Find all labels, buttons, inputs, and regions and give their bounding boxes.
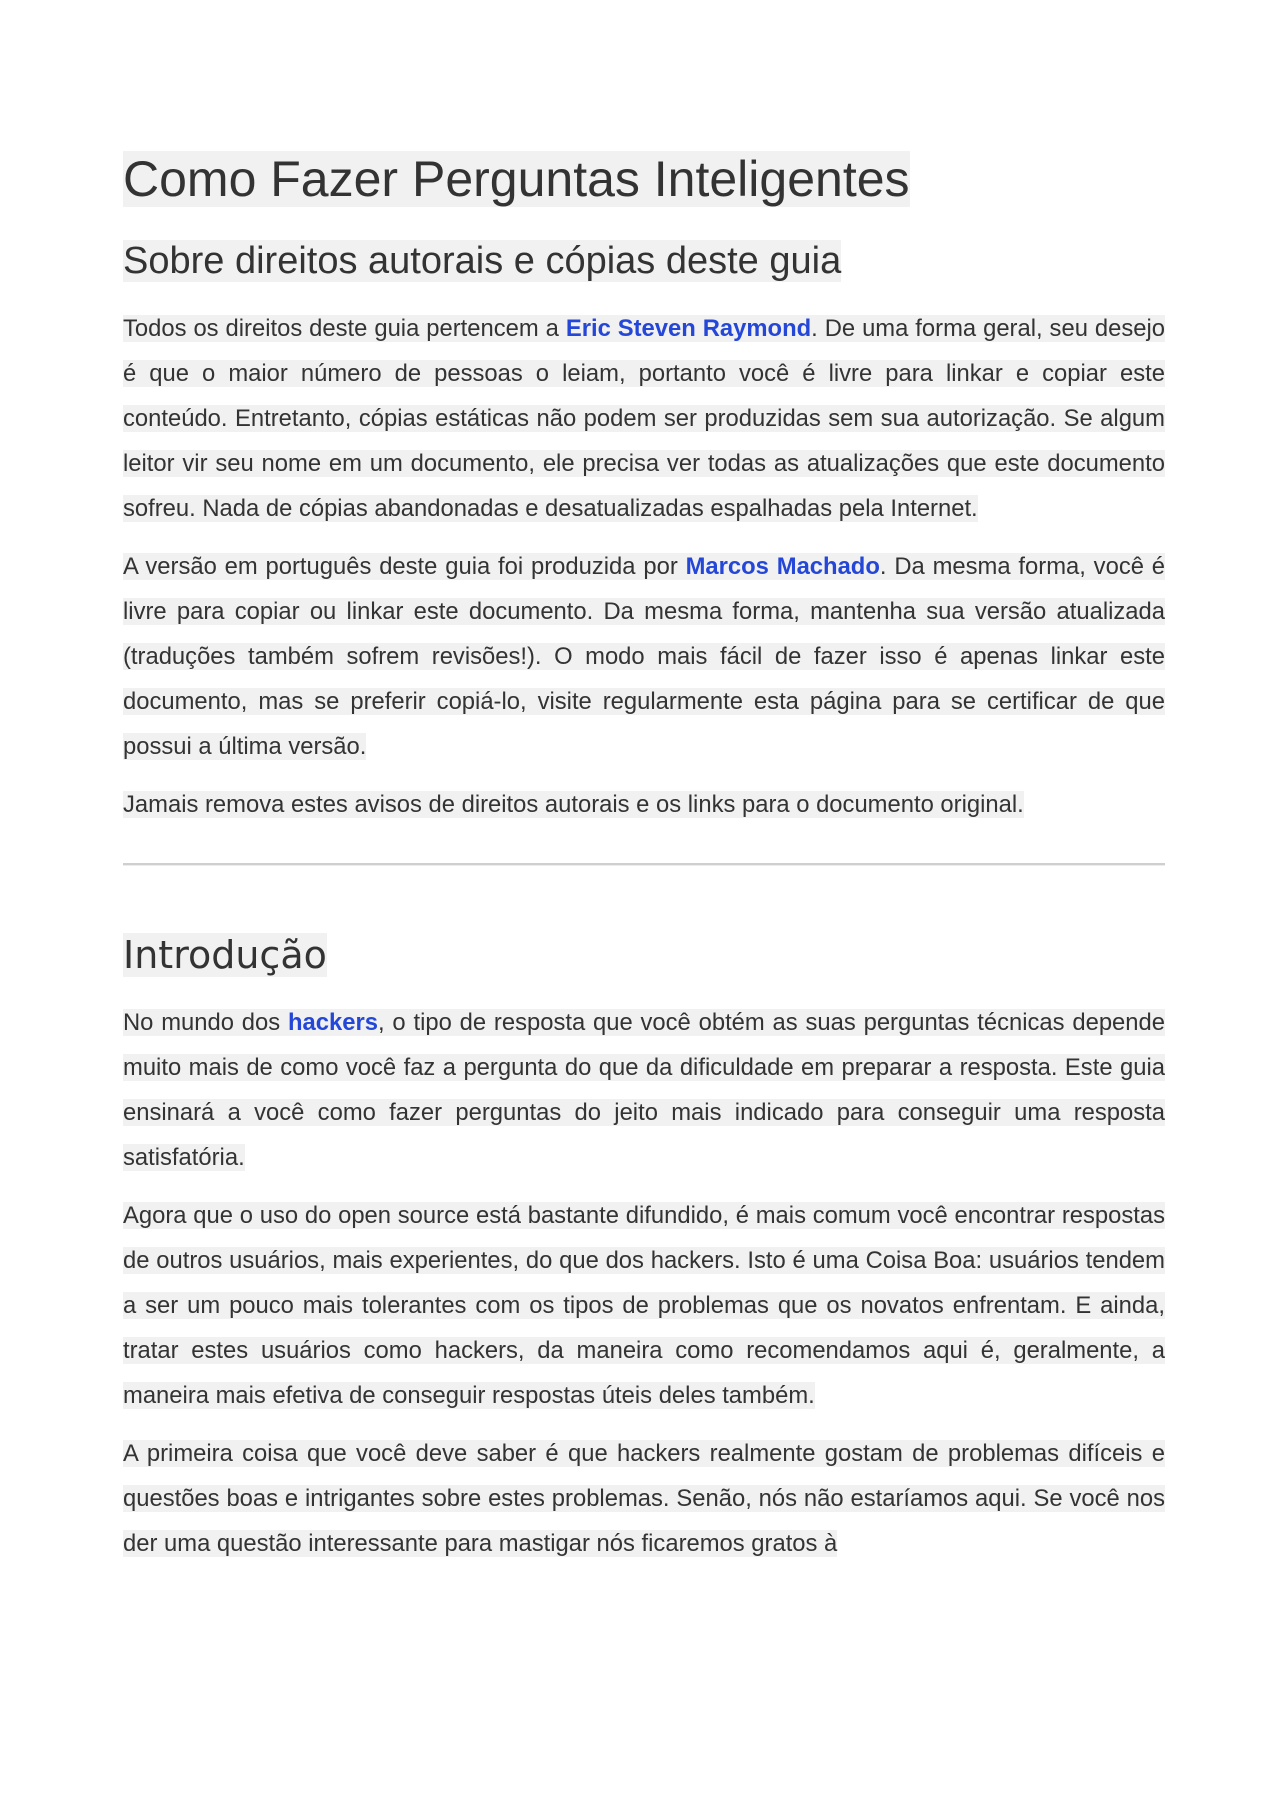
- paragraph-copyright-1: [123, 306, 1165, 531]
- paragraph-text: . De uma forma geral, seu desejo é que o maior número de pessoas o leiam, portanto você é livre para linkar e copiar este conteúdo. Entretanto, cópias estáticas não podem ser produzidas sem sua autorização. Se algum leitor vir seu nome em um documento, ele precisa ver todas as atualizações que este documento sofreu. Nada de cópias abandonadas e desatualizadas espalhadas pela Internet.: [123, 315, 1165, 522]
- author-link[interactable]: Eric Steven Raymond: [565, 315, 812, 342]
- section-heading-copyright-text: Sobre direitos autorais e cópias deste guia: [123, 240, 842, 282]
- paragraph-text: A primeira coisa que você deve saber é que hackers realmente gostam de problemas difíceis e questões boas e intrigantes sobre estes problemas. Senão, nós não estaríamos aqui. Se você nos der uma questão interessante para mastigar nós ficaremos gratos à: [123, 1440, 1165, 1557]
- paragraph-text: , o tipo de resposta que você obtém as suas perguntas técnicas depende muito mais de como você faz a pergunta do que da dificuldade em preparar a resposta. Este guia ensinará a você como fazer perguntas do jeito mais indicado para conseguir uma resposta satisfatória.: [123, 1009, 1165, 1171]
- paragraph-text: Jamais remova estes avisos de direitos autorais e os links para o documento original.: [123, 791, 1024, 818]
- page-title-text: Como Fazer Perguntas Inteligentes: [123, 151, 910, 207]
- paragraph-text: Todos os direitos deste guia pertencem a: [123, 315, 566, 342]
- hackers-link[interactable]: hackers: [288, 1009, 378, 1036]
- horizontal-divider: [123, 863, 1165, 866]
- translator-link[interactable]: Marcos Machado: [685, 553, 880, 580]
- paragraph-text: . Da mesma forma, você é livre para copiar ou linkar este documento. Da mesma forma, mantenha sua versão atualizada (traduções também sofrem revisões!). O modo mais fácil de fazer isso é apenas linkar este documento, mas se preferir copiá-lo, visite regularmente esta página para se certificar de que possui a última versão.: [123, 553, 1166, 760]
- document-page: [123, 140, 1165, 1579]
- paragraph-intro-3: [123, 1431, 1165, 1566]
- paragraph-text: No mundo dos: [123, 1009, 288, 1036]
- section-heading-copyright: [123, 232, 1165, 290]
- paragraph-intro-1: [123, 1000, 1165, 1180]
- paragraph-text: Agora que o uso do open source está bastante difundido, é mais comum você encontrar respostas de outros usuários, mais experientes, do que dos hackers. Isto é uma Coisa Boa: usuários tendem a ser um pouco mais tolerantes com os tipos de problemas que os novatos enfrentam. E ainda, tratar estes usuários como hackers, da maneira como recomendamos aqui é, geralmente, a maneira mais efetiva de conseguir respostas úteis deles também.: [123, 1202, 1165, 1409]
- section-heading-intro-text: Introdução: [123, 933, 327, 977]
- page-title: [123, 140, 1165, 218]
- paragraph-intro-2: [123, 1193, 1165, 1418]
- paragraph-text: A versão em português deste guia foi produzida por: [123, 553, 686, 580]
- section-heading-intro: [123, 926, 1165, 984]
- paragraph-copyright-3: [123, 782, 1165, 827]
- paragraph-copyright-2: [123, 544, 1165, 769]
